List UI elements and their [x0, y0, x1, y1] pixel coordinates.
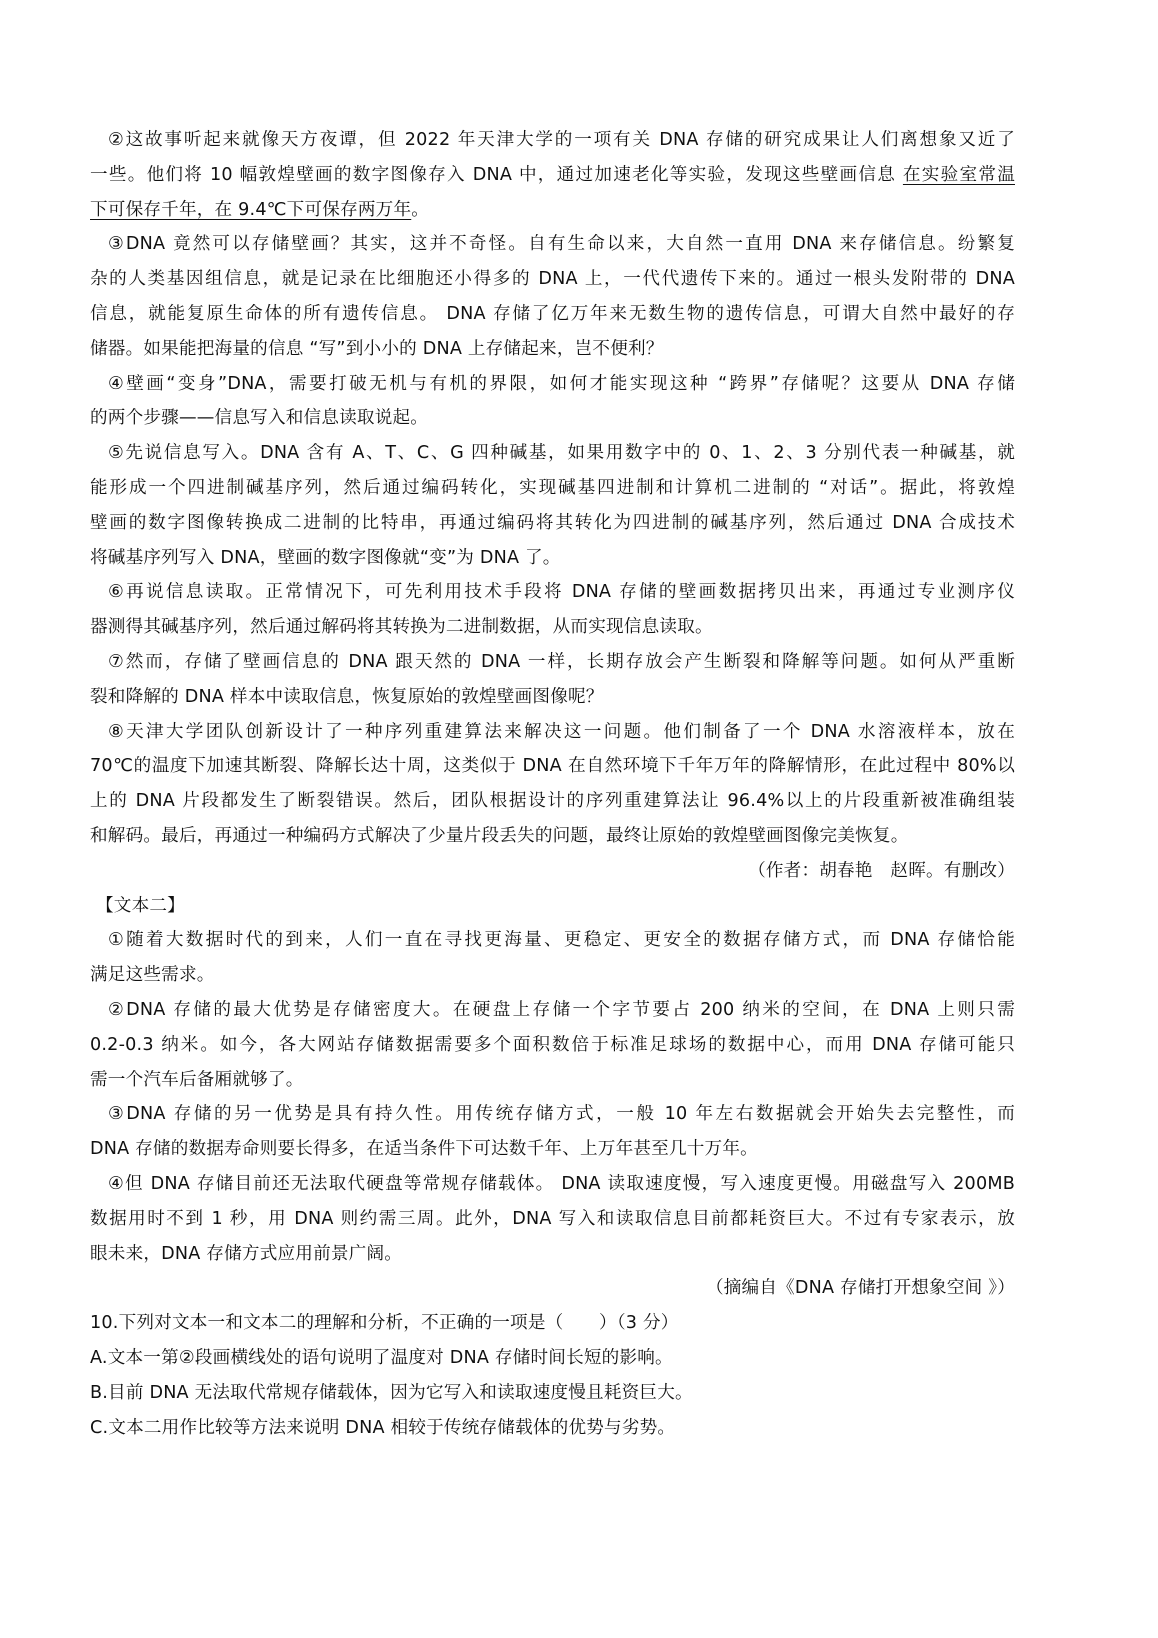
- text-one-paragraph-p3-line: [108, 229, 1015, 259]
- text-one-paragraph-p7-line: [90, 682, 1015, 712]
- text-segment: A.文本一第②段画横线处的语句说明了温度对 DNA 存储时间长短的影响。: [90, 1348, 673, 1368]
- text-one-paragraph-p5-line: [90, 473, 1015, 503]
- text-segment: 裂和降解的 DNA 样本中读取信息，恢复原始的敦煌壁画图像呢？: [90, 686, 604, 707]
- text-segment: ④壁画“变身”DNA，需要打破无机与有机的界限，如何才能实现这种 “跨界”存储呢？这要从 DNA 存储: [108, 373, 1015, 394]
- source-citation: [90, 1273, 1015, 1303]
- text-segment: ①随着大数据时代的到来，人们一直在寻找更海量、更稳定、更安全的数据存储方式，而 DNA 存储恰能: [108, 930, 1015, 951]
- question-stem: [90, 1308, 1015, 1338]
- text-segment: ③DNA 竟然可以存储壁画？其实，这并不奇怪。自有生命以来，大自然一直用 DNA 来存储信息。纷繁复: [108, 234, 1015, 255]
- text-segment: （摘编自《DNA 存储打开想象空间 》）: [705, 1278, 1015, 1299]
- text-segment: ⑦然而，存储了壁画信息的 DNA 跟天然的 DNA 一样，长期存放会产生断裂和降解等问题。如何从严重断: [108, 652, 1015, 672]
- text-segment: 10.下列对文本一和文本二的理解和分析，不正确的一项是（ ）（3 分）: [90, 1313, 679, 1334]
- text-two-paragraph-p1-line: [108, 925, 1015, 955]
- text-segment: 的两个步骤——信息写入和信息读取说起。: [90, 408, 429, 429]
- text-one-paragraph-p8-line: [108, 717, 1015, 747]
- text-two-paragraph-p3-line: [90, 1134, 1015, 1164]
- text-segment: ⑧天津大学团队创新设计了一种序列重建算法来解决这一问题。他们制备了一个 DNA 水溶液样本，放在: [108, 721, 1015, 742]
- text-one-paragraph-p2-line: [90, 195, 1015, 225]
- text-segment: 数据用时不到 1 秒，用 DNA 则约需三周。此外，DNA 写入和读取信息目前都耗资巨大。不过有专家表示，放: [90, 1208, 1015, 1229]
- text-segment: ④但 DNA 存储目前还无法取代硬盘等常规存储载体。 DNA 读取速度慢，写入速度更慢。用磁盘写入 200MB: [108, 1174, 1015, 1194]
- underlined-text: 在实验室常温: [902, 164, 1015, 185]
- text-one-paragraph-p8-line: [90, 786, 1015, 816]
- text-segment: 器测得其碱基序列，然后通过解码将其转换为二进制数据，从而实现信息读取。: [90, 617, 713, 638]
- text-segment: 将碱基序列写入 DNA，壁画的数字图像就“变”为 DNA 了。: [90, 547, 561, 568]
- text-two-paragraph-p4-line: [90, 1239, 1015, 1269]
- text-one-paragraph-p3-line: [90, 264, 1015, 294]
- answer-option[interactable]: [90, 1378, 1015, 1408]
- text-one-paragraph-p2-line: [108, 125, 1015, 155]
- text-segment: 能形成一个四进制碱基序列，然后通过编码转化，实现碱基四进制和计算机二进制的 “对话”。据此，将敦煌: [90, 478, 1015, 498]
- text-one-paragraph-p6-line: [90, 612, 1015, 642]
- text-segment: ②这故事听起来就像天方夜谭，但 2022 年天津大学的一项有关 DNA 存储的研究成果让人们离想象又近了: [108, 130, 1015, 150]
- text-one-paragraph-p5-line: [90, 543, 1015, 573]
- text-segment: ②DNA 存储的最大优势是存储密度大。在硬盘上存储一个字节要占 200 纳米的空间，在 DNA 上则只需: [108, 1000, 1015, 1020]
- text-segment: B.目前 DNA 无法取代常规存储载体，因为它写入和读取速度慢且耗资巨大。: [90, 1382, 693, 1403]
- text-two-paragraph-p4-line: [90, 1204, 1015, 1234]
- text-one-paragraph-p5-line: [90, 508, 1015, 538]
- text-one-paragraph-p7-line: [108, 647, 1015, 677]
- text-two-paragraph-p2-line: [90, 1030, 1015, 1060]
- text-segment: 上的 DNA 片段都发生了断裂错误。然后，团队根据设计的序列重建算法让 96.4%以上的片段重新被准确组装: [90, 791, 1015, 812]
- attribution: [90, 856, 1015, 886]
- text-segment: DNA 存储的数据寿命则要长得多，在适当条件下可达数千年、上万年甚至几十万年。: [90, 1139, 758, 1160]
- section-heading: [96, 891, 1021, 921]
- text-segment: 壁画的数字图像转换成二进制的比特串，再通过编码将其转化为四进制的碱基序列，然后通过 DNA 合成技术: [90, 512, 1015, 533]
- text-one-paragraph-p4-line: [90, 403, 1015, 433]
- text-one-paragraph-p3-line: [90, 334, 1015, 364]
- text-one-paragraph-p4-line: [108, 369, 1015, 399]
- text-segment: ⑥再说信息读取。正常情况下，可先利用技术手段将 DNA 存储的壁画数据拷贝出来，再通过专业测序仪: [108, 582, 1015, 603]
- text-segment: 和解码。最后，再通过一种编码方式解决了少量片段丢失的问题，最终让原始的敦煌壁画图像完美恢复。: [90, 826, 909, 846]
- text-one-paragraph-p3-line: [90, 299, 1015, 329]
- text-one-paragraph-p5-line: [108, 438, 1015, 468]
- text-segment: 【文本二】: [96, 895, 185, 916]
- text-two-paragraph-p2-line: [108, 995, 1015, 1025]
- text-two-paragraph-p2-line: [90, 1065, 1015, 1095]
- text-segment: ③DNA 存储的另一优势是具有持久性。用传统存储方式，一般 10 年左右数据就会开始失去完整性，而: [108, 1104, 1015, 1125]
- text-segment: 满足这些需求。: [90, 965, 215, 986]
- text-segment: （作者：胡春艳 赵晖。有删改）: [748, 860, 1015, 881]
- text-segment: 信息，就能复原生命体的所有遗传信息。 DNA 存储了亿万年来无数生物的遗传信息，可谓大自然中最好的存: [90, 304, 1015, 324]
- answer-option[interactable]: [90, 1343, 1015, 1373]
- text-one-paragraph-p8-line: [90, 821, 1015, 851]
- text-one-paragraph-p2-line: [90, 160, 1015, 190]
- text-segment: 一些。他们将 10 幅敦煌壁画的数字图像存入 DNA 中，通过加速老化等实验，发现这些壁画信息: [90, 164, 903, 185]
- text-two-paragraph-p3-line: [108, 1099, 1015, 1129]
- text-segment: ⑤先说信息写入。DNA 含有 A、T、C、G 四种碱基，如果用数字中的 0、1、2、3 分别代表一种碱基，就: [108, 443, 1015, 464]
- underlined-text: 下可保存千年，在 9.4℃下可保存两万年: [90, 199, 412, 220]
- text-two-paragraph-p1-line: [90, 960, 1015, 990]
- text-segment: 。: [411, 199, 430, 220]
- text-one-paragraph-p8-line: [90, 751, 1015, 781]
- text-segment: 储器。如果能把海量的信息 “写”到小小的 DNA 上存储起来，岂不便利？: [90, 338, 664, 359]
- text-one-paragraph-p6-line: [108, 577, 1015, 607]
- text-segment: 需一个汽车后备厢就够了。: [90, 1069, 304, 1090]
- text-segment: 眼未来，DNA 存储方式应用前景广阔。: [90, 1243, 403, 1264]
- text-segment: 70℃的温度下加速其断裂、降解长达十周，这类似于 DNA 在自然环境下千年万年的降解情形，在此过程中 80%以: [90, 756, 1015, 777]
- answer-option[interactable]: [90, 1413, 1015, 1443]
- text-segment: C.文本二用作比较等方法来说明 DNA 相较于传统存储载体的优势与劣势。: [90, 1417, 676, 1438]
- text-segment: 0.2-0.3 纳米。如今，各大网站存储数据需要多个面积数倍于标准足球场的数据中心，而用 DNA 存储可能只: [90, 1034, 1015, 1055]
- text-two-paragraph-p4-line: [108, 1169, 1015, 1199]
- text-segment: 杂的人类基因组信息，就是记录在比细胞还小得多的 DNA 上，一代代遗传下来的。通过一根头发附带的 DNA: [90, 269, 1015, 290]
